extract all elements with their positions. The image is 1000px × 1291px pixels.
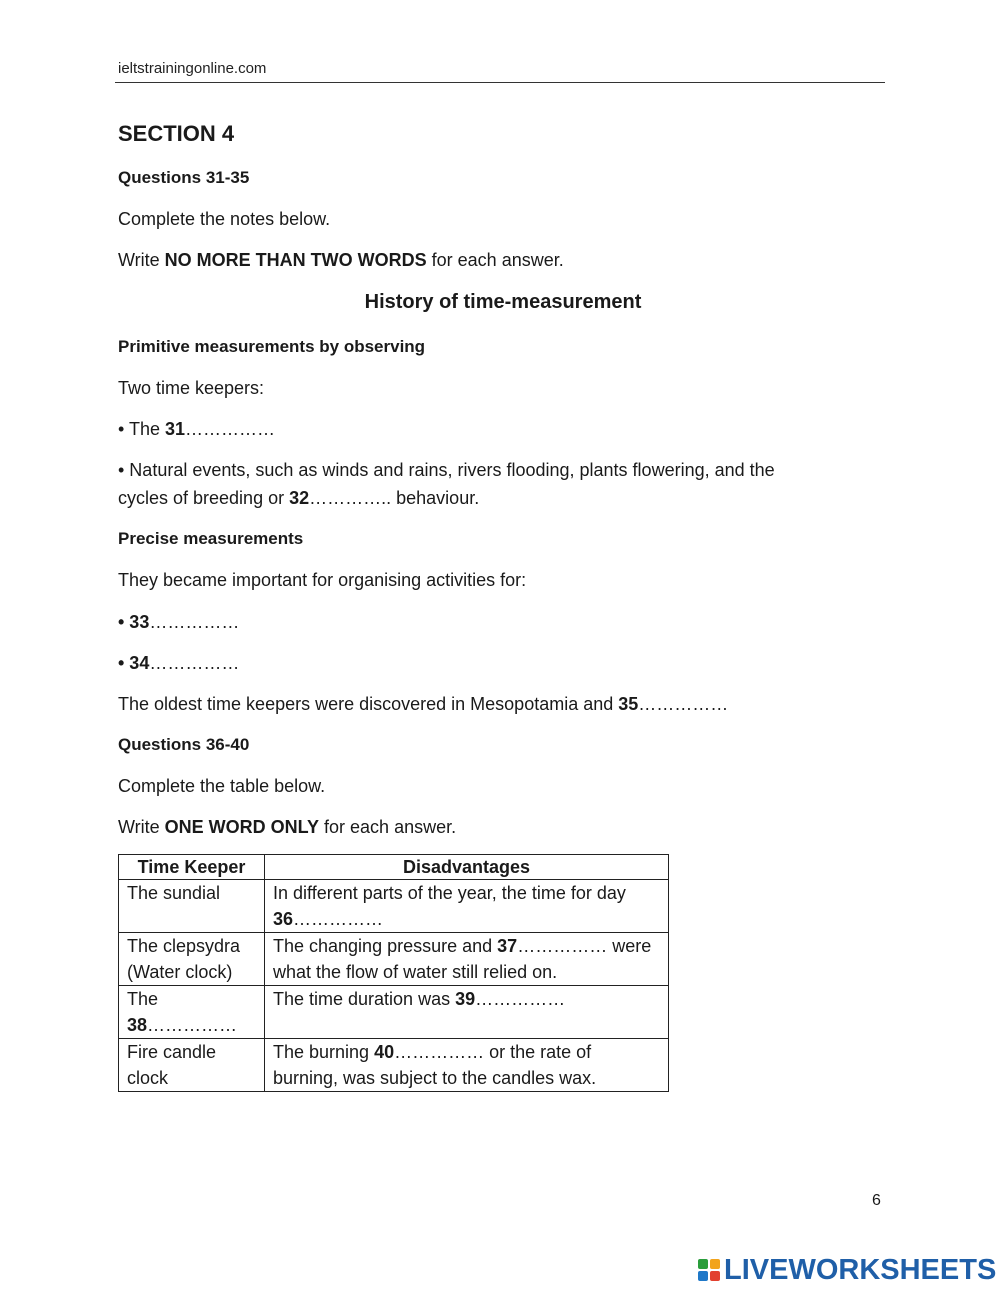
answer-34-blank[interactable]: …………… [149, 653, 240, 673]
natural-line2-prefix: cycles of breeding or [118, 488, 290, 508]
time-keeper-table [118, 854, 669, 1092]
natural-events-line2 [118, 484, 888, 512]
answer-33-blank[interactable]: …………… [149, 612, 240, 632]
section-title: SECTION 4 [118, 121, 235, 146]
two-time-keepers: Two time keepers: [118, 378, 265, 398]
question-35-number: 35 [618, 694, 639, 714]
answer-36-blank[interactable]: …………… [293, 909, 384, 929]
keeper-cell: The sundial [119, 880, 265, 933]
keeper-cell [119, 986, 265, 1039]
important-line: They became important for organising activities for: [118, 570, 527, 590]
table-header-row [119, 855, 669, 880]
question-38-number: 38 [127, 1015, 148, 1035]
question-32-number: 32 [289, 488, 310, 508]
precise-subheading: Precise measurements [118, 529, 304, 548]
answer-37-blank[interactable]: …………… [517, 936, 608, 956]
brand-name: LIVEWORKSHEETS [724, 1253, 997, 1286]
word-limit: NO MORE THAN TWO WORDS [164, 250, 427, 270]
questions-31-35-heading: Questions 31-35 [118, 168, 250, 187]
disadvantage-text-end: were what the flow of water still relied on. [273, 936, 652, 982]
header-url: ieltstrainingonline.com [118, 60, 267, 77]
question-33-number: • 33 [118, 612, 150, 632]
disadvantage-cell [265, 933, 669, 986]
question-31-number: 31 [165, 419, 186, 439]
liveworksheets-logo[interactable] [698, 1253, 996, 1287]
question-37-number: 37 [497, 936, 518, 956]
disadvantage-text: In different parts of the year, the time for day [273, 883, 626, 903]
answer-31-blank[interactable]: …………… [185, 419, 276, 439]
questions-36-40-heading: Questions 36-40 [118, 735, 250, 754]
oldest-prefix: The oldest time keepers were discovered in Mesopotamia and [118, 694, 619, 714]
disadvantage-text: The changing pressure and [273, 936, 498, 956]
word-limit-2: ONE WORD ONLY [164, 817, 320, 837]
write-prefix: Write [118, 250, 165, 270]
natural-events-item [118, 456, 888, 512]
answer-32-blank[interactable]: ………….. [309, 488, 392, 508]
write-suffix-2: for each answer. [319, 817, 457, 837]
col-disadvantages: Disadvantages [265, 855, 669, 880]
answer-38-blank[interactable]: …………… [147, 1015, 238, 1035]
natural-events-line1: • Natural events, such as winds and rains, rivers flooding, plants flowering, and the [118, 460, 775, 480]
table-instruction: Complete the table below. [118, 776, 326, 796]
question-39-number: 39 [455, 989, 476, 1009]
keeper-cell: The clepsydra (Water clock) [119, 933, 265, 986]
word-limit-instruction-1 [118, 246, 888, 274]
answer-35-blank[interactable]: …………… [638, 694, 729, 714]
keeper-text: The [127, 989, 159, 1009]
question-40-number: 40 [374, 1042, 395, 1062]
col-time-keeper: Time Keeper [119, 855, 265, 880]
disadvantage-text: The burning [273, 1042, 375, 1062]
disadvantage-text-end: or the rate of burning, was subject to the candles wax. [273, 1042, 597, 1088]
notes-title: History of time-measurement [364, 291, 642, 313]
disadvantage-cell [265, 986, 669, 1039]
item-34 [118, 649, 888, 677]
brand-blocks-icon [698, 1259, 720, 1281]
oldest-keepers-line [118, 690, 888, 718]
item-31-prefix: • The [118, 419, 165, 439]
disadvantage-text: The time duration was [273, 989, 456, 1009]
page-number: 6 [872, 1192, 881, 1209]
notes-instruction: Complete the notes below. [118, 209, 331, 229]
answer-39-blank[interactable]: …………… [475, 989, 566, 1009]
natural-suffix: behaviour. [391, 488, 480, 508]
item-31 [118, 415, 888, 443]
table-row [119, 1039, 669, 1092]
table-row [119, 880, 669, 933]
word-limit-instruction-2 [118, 813, 888, 841]
table-row [119, 933, 669, 986]
question-36-number: 36 [273, 909, 294, 929]
header-divider [115, 82, 885, 83]
disadvantage-cell [265, 1039, 669, 1092]
item-33 [118, 608, 888, 636]
table-row [119, 986, 669, 1039]
keeper-cell: Fire candle clock [119, 1039, 265, 1092]
write-prefix-2: Write [118, 817, 165, 837]
write-suffix: for each answer. [426, 250, 564, 270]
question-34-number: • 34 [118, 653, 150, 673]
primitive-subheading: Primitive measurements by observing [118, 337, 426, 356]
answer-40-blank[interactable]: …………… [394, 1042, 485, 1062]
disadvantage-cell [265, 880, 669, 933]
